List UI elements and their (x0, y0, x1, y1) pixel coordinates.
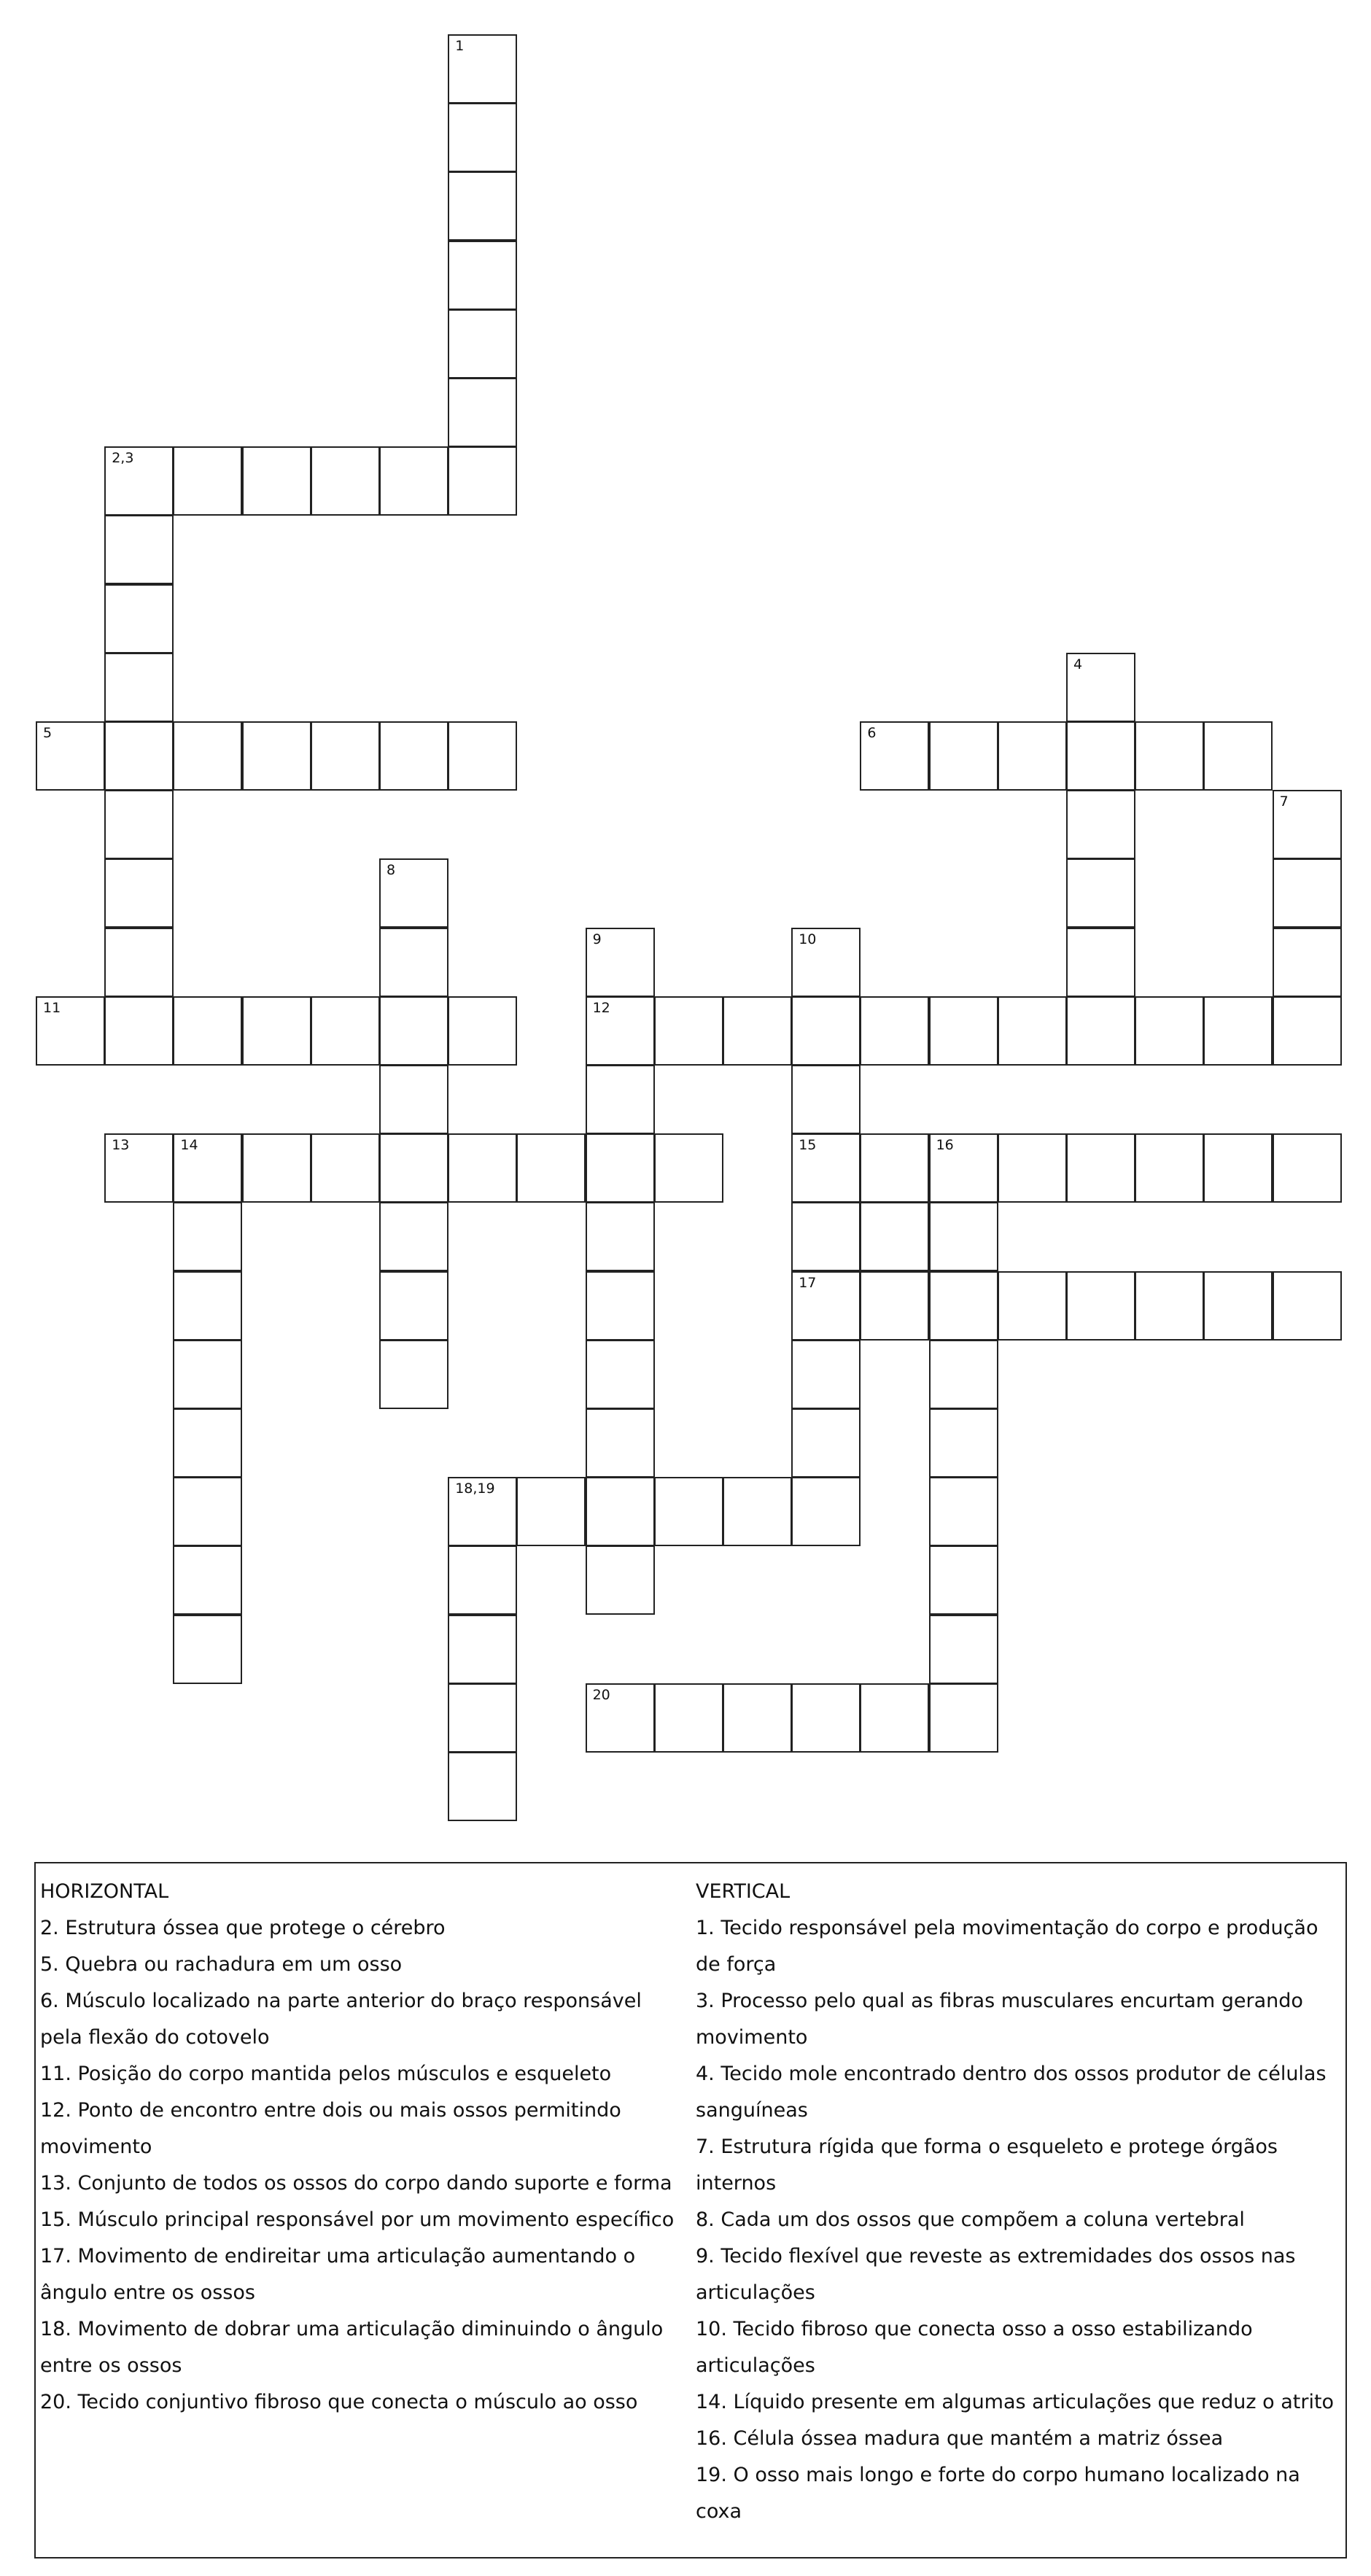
grid-cell[interactable] (1066, 653, 1135, 722)
grid-cell[interactable] (379, 721, 448, 791)
grid-cell[interactable] (173, 1545, 242, 1615)
grid-cell[interactable] (586, 1133, 655, 1203)
grid-cell[interactable] (929, 1202, 998, 1271)
grid-cell[interactable] (654, 1133, 723, 1203)
grid-cell[interactable] (1066, 1133, 1135, 1203)
grid-cell[interactable] (242, 446, 311, 516)
clue-number: 7 (1279, 794, 1289, 810)
grid-cell[interactable] (1135, 721, 1204, 791)
grid-cell[interactable] (1273, 1133, 1342, 1203)
grid-cell[interactable] (448, 171, 517, 241)
grid-cell[interactable] (791, 1133, 861, 1203)
grid-cell[interactable] (586, 1271, 655, 1341)
grid-cell[interactable] (516, 1133, 586, 1203)
clue-number: 20 (592, 1686, 610, 1703)
grid-cell[interactable] (173, 1340, 242, 1409)
grid-cell[interactable] (1066, 858, 1135, 928)
grid-cell[interactable] (586, 1408, 655, 1478)
vertical-clues (696, 1874, 1341, 2530)
grid-cell[interactable] (1203, 1271, 1273, 1341)
grid-cell[interactable] (929, 1340, 998, 1409)
clue-number: 10 (799, 931, 817, 947)
grid-cell[interactable] (586, 1545, 655, 1615)
clue-line: 14. Líquido presente em algumas articulações que reduz o atrito (696, 2391, 1335, 2413)
grid-cell[interactable] (448, 309, 517, 379)
grid-cell[interactable] (173, 1202, 242, 1271)
vertical-clue-list (696, 1910, 1341, 2530)
clue-line: movimento (40, 2135, 152, 2158)
clue-line: articulações (696, 2354, 815, 2377)
grid-cell[interactable] (448, 34, 517, 104)
clue-number: 5 (43, 725, 53, 741)
grid-cell[interactable] (586, 1202, 655, 1271)
grid-cell[interactable] (173, 1615, 242, 1684)
grid-cell[interactable] (104, 1133, 174, 1203)
clue-line: ângulo entre os ossos (40, 2281, 255, 2304)
grid-cell[interactable] (791, 928, 861, 997)
grid-cell[interactable] (379, 928, 448, 997)
clue-line: 15. Músculo principal responsável por um movimento específico (40, 2208, 675, 2231)
grid-cell[interactable] (1135, 1133, 1204, 1203)
grid-cell[interactable] (379, 1202, 448, 1271)
grid-cell[interactable] (242, 1133, 311, 1203)
horizontal-heading: HORIZONTAL (40, 1880, 169, 1903)
grid-cell[interactable] (654, 1683, 723, 1753)
grid-cell[interactable] (242, 996, 311, 1066)
grid-cell[interactable] (791, 1340, 861, 1409)
grid-cell[interactable] (586, 1340, 655, 1409)
clue-number: 6 (867, 725, 877, 741)
clue-line: 11. Posição do corpo mantida pelos músculos e esqueleto (40, 2063, 612, 2085)
grid-cell[interactable] (379, 1133, 448, 1203)
grid-cell[interactable] (173, 1408, 242, 1478)
grid-cell[interactable] (173, 1271, 242, 1341)
grid-cell[interactable] (104, 721, 174, 791)
clue-number: 11 (43, 999, 61, 1016)
grid-cell[interactable] (379, 1271, 448, 1341)
clue-number: 13 (112, 1137, 130, 1154)
grid-cell[interactable] (791, 1065, 861, 1134)
clue-line: de força (696, 1953, 777, 1976)
grid-cell[interactable] (860, 1133, 929, 1203)
clue-line: articulações (696, 2281, 815, 2304)
clue-line: 8. Cada um dos ossos que compõem a coluna vertebral (696, 2208, 1245, 2231)
grid-cell[interactable] (723, 1477, 792, 1546)
grid-cell[interactable] (448, 446, 517, 516)
clue-line: internos (696, 2172, 777, 2195)
clue-line: 19. O osso mais longo e forte do corpo humano localizado na (696, 2464, 1300, 2486)
grid-cell[interactable] (104, 515, 174, 584)
grid-cell[interactable] (173, 1133, 242, 1203)
grid-cell[interactable] (586, 996, 655, 1066)
vertical-heading: VERTICAL (696, 1880, 791, 1903)
grid-cell[interactable] (379, 446, 448, 516)
grid-cell[interactable] (448, 1477, 517, 1546)
clue-number: 2,3 (112, 450, 134, 467)
grid-cell[interactable] (929, 1545, 998, 1615)
clue-line: 18. Movimento de dobrar uma articulação diminuindo o ângulo (40, 2318, 664, 2340)
grid-cell[interactable] (791, 996, 861, 1066)
grid-cell[interactable] (860, 1202, 929, 1271)
grid-cell[interactable] (36, 721, 105, 791)
grid-cell[interactable] (104, 858, 174, 928)
clue-line: coxa (696, 2500, 742, 2523)
grid-cell[interactable] (791, 1408, 861, 1478)
grid-cell[interactable] (1066, 1271, 1135, 1341)
grid-cell[interactable] (1273, 790, 1342, 859)
grid-cell[interactable] (448, 103, 517, 172)
grid-cell[interactable] (929, 1683, 998, 1753)
grid-cell[interactable] (791, 1271, 861, 1341)
grid-cell[interactable] (448, 378, 517, 447)
grid-cell[interactable] (311, 996, 380, 1066)
clue-line: 20. Tecido conjuntivo fibroso que conecta o músculo ao osso (40, 2391, 638, 2413)
grid-cell[interactable] (1273, 1271, 1342, 1341)
grid-cell[interactable] (1273, 996, 1342, 1066)
grid-cell[interactable] (311, 446, 380, 516)
horizontal-clue-list (40, 1910, 682, 2421)
clue-line: 17. Movimento de endireitar uma articulação aumentando o (40, 2245, 636, 2267)
grid-cell[interactable] (379, 996, 448, 1066)
clue-line: 10. Tecido fibroso que conecta osso a osso estabilizando (696, 2318, 1253, 2340)
grid-cell[interactable] (929, 721, 998, 791)
grid-cell[interactable] (173, 721, 242, 791)
grid-cell[interactable] (860, 996, 929, 1066)
grid-cell[interactable] (860, 1271, 929, 1341)
grid-cell[interactable] (173, 1477, 242, 1546)
grid-cell[interactable] (860, 1683, 929, 1753)
grid-cell[interactable] (1203, 996, 1273, 1066)
grid-cell[interactable] (1203, 721, 1273, 791)
clue-line: 7. Estrutura rígida que forma o esqueleto e protege órgãos (696, 2135, 1278, 2158)
grid-cell[interactable] (379, 1340, 448, 1409)
grid-cell[interactable] (998, 721, 1067, 791)
grid-cell[interactable] (1203, 1133, 1273, 1203)
grid-cell[interactable] (1066, 996, 1135, 1066)
grid-cell[interactable] (1135, 1271, 1204, 1341)
clue-line: entre os ossos (40, 2354, 182, 2377)
grid-cell[interactable] (791, 1683, 861, 1753)
grid-cell[interactable] (448, 996, 517, 1066)
grid-cell[interactable] (448, 721, 517, 791)
clue-line: 6. Músculo localizado na parte anterior do braço responsável (40, 1990, 642, 2012)
grid-cell[interactable] (448, 1545, 517, 1615)
grid-cell[interactable] (586, 1477, 655, 1546)
grid-cell[interactable] (173, 996, 242, 1066)
clue-line: 3. Processo pelo qual as fibras musculares encurtam gerando (696, 1990, 1303, 2012)
horizontal-clues (40, 1874, 682, 2421)
clue-line: movimento (696, 2026, 808, 2049)
grid-cell[interactable] (448, 1683, 517, 1753)
grid-cell[interactable] (654, 1477, 723, 1546)
grid-cell[interactable] (104, 996, 174, 1066)
clue-line: 9. Tecido flexível que reveste as extremidades dos ossos nas (696, 2245, 1296, 2267)
grid-cell[interactable] (104, 446, 174, 516)
clue-number: 4 (1073, 656, 1083, 672)
grid-cell[interactable] (1273, 858, 1342, 928)
clue-line: sanguíneas (696, 2099, 808, 2122)
grid-cell[interactable] (929, 1615, 998, 1684)
grid-cell[interactable] (1273, 928, 1342, 997)
grid-cell[interactable] (860, 721, 929, 791)
grid-cell[interactable] (448, 1133, 517, 1203)
grid-cell[interactable] (586, 1065, 655, 1134)
grid-cell[interactable] (929, 1408, 998, 1478)
clue-line: 13. Conjunto de todos os ossos do corpo dando suporte e forma (40, 2172, 672, 2195)
grid-cell[interactable] (36, 996, 105, 1066)
clue-number: 14 (180, 1137, 198, 1154)
grid-cell[interactable] (586, 928, 655, 997)
clues-box (34, 1862, 1347, 2558)
clue-line: 2. Estrutura óssea que protege o cérebro (40, 1917, 446, 1939)
clue-number: 15 (799, 1137, 817, 1154)
grid-cell[interactable] (929, 1133, 998, 1203)
grid-cell[interactable] (173, 446, 242, 516)
grid-cell[interactable] (104, 584, 174, 653)
clue-line: 12. Ponto de encontro entre dois ou mais ossos permitindo (40, 2099, 621, 2122)
grid-cell[interactable] (516, 1477, 586, 1546)
grid-cell[interactable] (791, 1477, 861, 1546)
grid-cell[interactable] (379, 1065, 448, 1134)
grid-cell[interactable] (723, 1683, 792, 1753)
clue-number: 1 (455, 38, 465, 54)
grid-cell[interactable] (448, 1615, 517, 1684)
grid-cell[interactable] (998, 1133, 1067, 1203)
grid-cell[interactable] (654, 996, 723, 1066)
grid-cell[interactable] (1066, 721, 1135, 791)
clue-line: 4. Tecido mole encontrado dentro dos ossos produtor de células (696, 2063, 1327, 2085)
grid-cell[interactable] (586, 1683, 655, 1753)
clue-number: 18,19 (455, 1481, 495, 1497)
grid-cell[interactable] (104, 928, 174, 997)
clue-line: 5. Quebra ou rachadura em um osso (40, 1953, 403, 1976)
clue-number: 9 (592, 931, 602, 947)
grid-cell[interactable] (1066, 790, 1135, 859)
grid-cell[interactable] (448, 1752, 517, 1821)
clue-line: pela flexão do cotovelo (40, 2026, 270, 2049)
grid-cell[interactable] (998, 1271, 1067, 1341)
clue-line: 16. Célula óssea madura que mantém a matriz óssea (696, 2427, 1224, 2450)
grid-cell[interactable] (448, 241, 517, 310)
clue-number: 12 (592, 999, 610, 1016)
grid-cell[interactable] (929, 1477, 998, 1546)
grid-cell[interactable] (1135, 996, 1204, 1066)
clue-number: 16 (936, 1137, 954, 1154)
clue-number: 17 (799, 1274, 817, 1291)
grid-cell[interactable] (998, 996, 1067, 1066)
grid-cell[interactable] (929, 996, 998, 1066)
grid-cell[interactable] (791, 1202, 861, 1271)
grid-cell[interactable] (311, 721, 380, 791)
grid-cell[interactable] (379, 858, 448, 928)
clue-line: 1. Tecido responsável pela movimentação do corpo e produção (696, 1917, 1318, 1939)
grid-cell[interactable] (311, 1133, 380, 1203)
grid-cell[interactable] (242, 721, 311, 791)
grid-cell[interactable] (1066, 928, 1135, 997)
grid-cell[interactable] (929, 1271, 998, 1341)
grid-cell[interactable] (104, 790, 174, 859)
clue-number: 8 (387, 862, 396, 879)
grid-cell[interactable] (723, 996, 792, 1066)
grid-cell[interactable] (104, 653, 174, 722)
